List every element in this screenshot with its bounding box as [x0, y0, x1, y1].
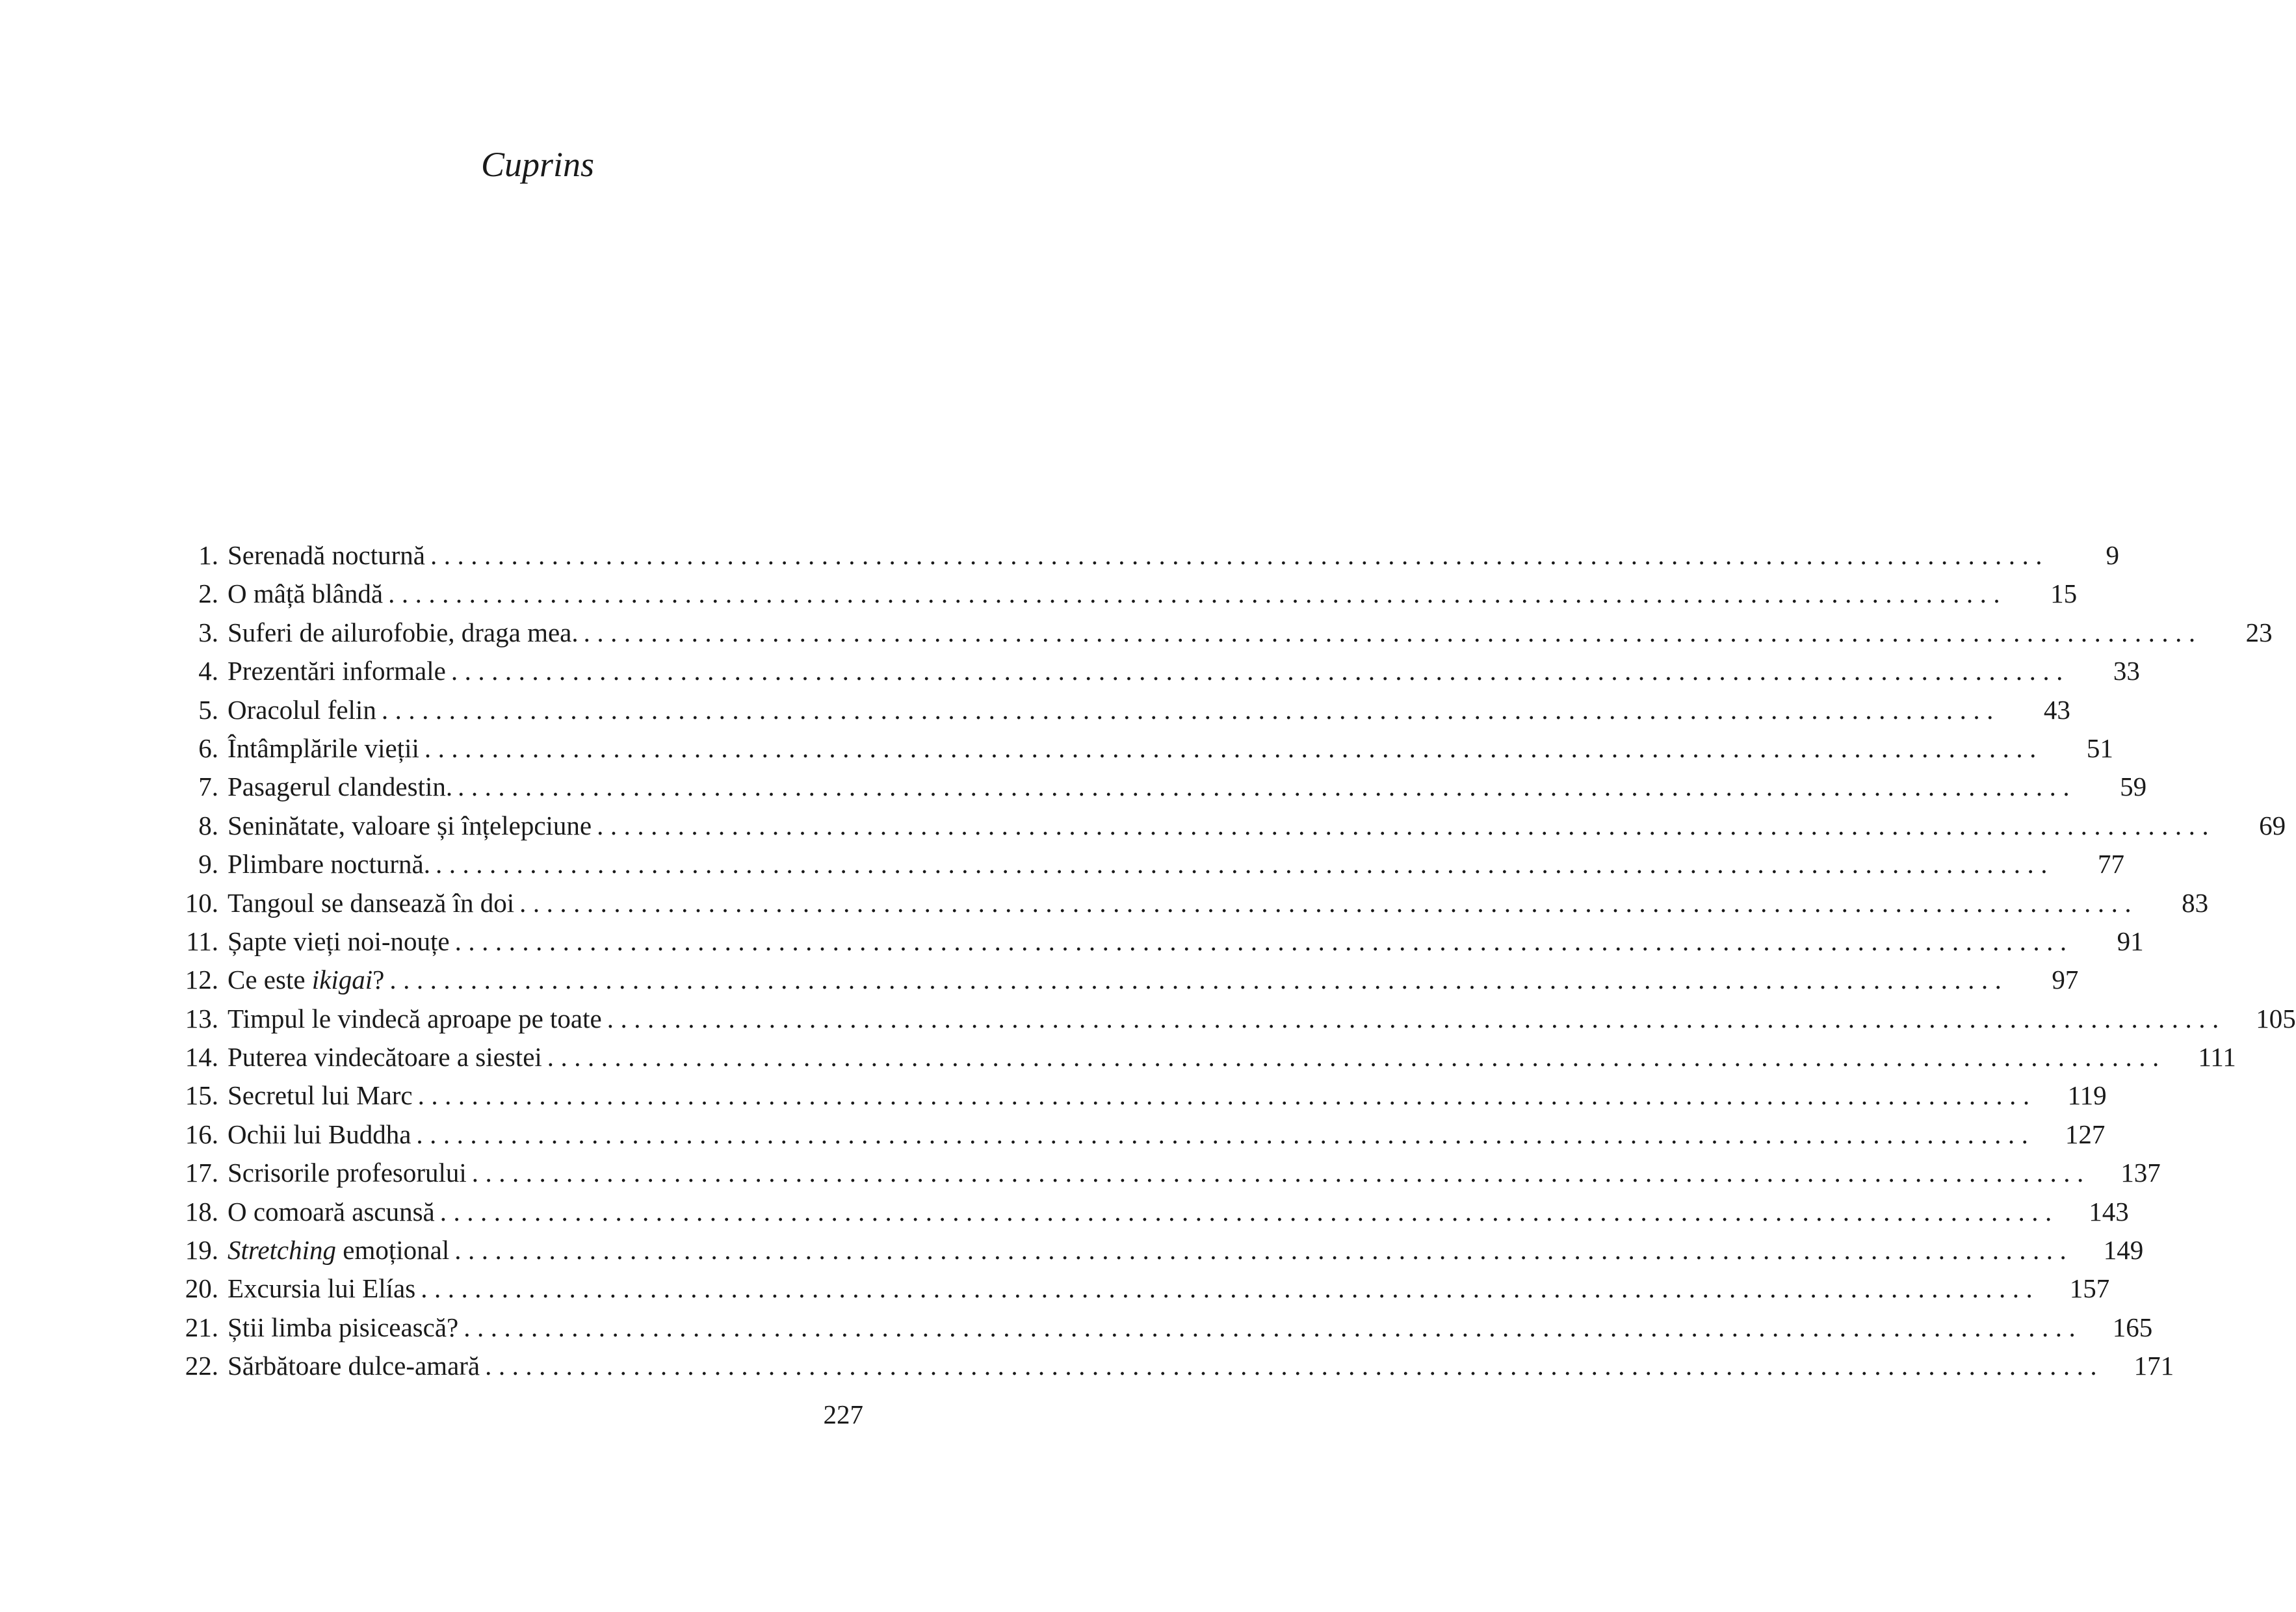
- chapter-title-text: O comoară ascunsă: [228, 1196, 435, 1227]
- toc-entry[interactable]: [176, 1347, 2174, 1385]
- dot-leader: ........................................................................................................................: [547, 1042, 2166, 1072]
- dot-leader: ........................................................................................................................: [450, 656, 2070, 686]
- chapter-title: [228, 1308, 458, 1347]
- chapter-title-text: Șapte vieți noi-nouțe: [228, 926, 450, 956]
- chapter-title-text: Pasagerul clandestin.: [228, 772, 453, 802]
- toc-entry[interactable]: [176, 807, 2286, 845]
- dot-leader: ........................................................................................................................: [454, 926, 2074, 956]
- chapter-title-text: O mâță blândă: [228, 578, 384, 609]
- dot-leader: ........................................................................................................................: [458, 772, 2077, 802]
- dot-leader: ........................................................................................................................: [583, 617, 2202, 647]
- toc-entry[interactable]: [176, 1000, 2296, 1038]
- chapter-page: 127: [2065, 1119, 2106, 1149]
- chapter-number: 22.: [185, 1351, 218, 1381]
- toc-entry[interactable]: [176, 691, 2070, 729]
- chapter-page: 33: [2113, 656, 2140, 686]
- dot-leader: ........................................................................................................................: [388, 578, 2007, 609]
- chapter-title: [228, 1347, 480, 1385]
- dot-leader: ........................................................................................................................: [424, 733, 2043, 763]
- chapter-page: 9: [2106, 540, 2119, 570]
- chapter-number: 13.: [185, 1003, 218, 1034]
- toc-entry[interactable]: [176, 1193, 2129, 1231]
- dot-leader: ........................................................................................................................: [471, 1158, 2091, 1188]
- chapter-page: 23: [2245, 617, 2273, 647]
- chapter-page: 119: [2067, 1080, 2107, 1111]
- chapter-title-text: Prezentări informale: [228, 656, 446, 686]
- chapter-number: 21.: [185, 1312, 218, 1342]
- dot-leader: ........................................................................................................................: [430, 540, 2049, 570]
- chapter-title-text: Întâmplările vieții: [228, 733, 419, 763]
- chapter-title: [228, 1038, 542, 1076]
- chapter-title-text: Ochii lui Buddha: [228, 1119, 411, 1149]
- chapter-number: 16.: [185, 1119, 218, 1149]
- chapter-number: 8.: [198, 810, 218, 840]
- chapter-title: [228, 807, 592, 845]
- chapter-page: 43: [2043, 694, 2070, 725]
- chapter-number: 17.: [185, 1158, 218, 1188]
- toc-entry[interactable]: [176, 884, 2209, 922]
- toc-entry[interactable]: [176, 536, 2119, 575]
- toc-entry[interactable]: [176, 1269, 2110, 1308]
- chapter-page: 171: [2133, 1351, 2174, 1381]
- chapter-title-text: Tangoul se dansează în doi: [228, 887, 515, 918]
- chapter-title: [228, 652, 446, 690]
- chapter-number: 5.: [198, 694, 218, 725]
- chapter-number: 12.: [185, 965, 218, 995]
- chapter-title: [228, 614, 579, 652]
- chapter-title-text: Scrisorile profesorului: [228, 1158, 467, 1188]
- chapter-page: 97: [2052, 965, 2079, 995]
- chapter-page: 111: [2198, 1042, 2236, 1072]
- chapter-title-text: ?: [372, 965, 385, 995]
- toc-entry[interactable]: [176, 1115, 2106, 1154]
- chapter-title-text: Ce este: [228, 965, 312, 995]
- chapter-title: [228, 768, 452, 806]
- chapter-title: [228, 729, 419, 768]
- chapter-title: [228, 1076, 413, 1115]
- dot-leader: ........................................................................................................................: [597, 810, 2216, 840]
- chapter-title-text: Puterea vindecătoare a siestei: [228, 1042, 542, 1072]
- page-title: Cuprins: [480, 145, 595, 184]
- chapter-number: 7.: [198, 772, 218, 802]
- chapter-number: 3.: [198, 617, 218, 647]
- chapter-title: [228, 575, 383, 613]
- chapter-page: 83: [2182, 887, 2209, 918]
- chapter-page: 105: [2256, 1003, 2296, 1034]
- toc-entry[interactable]: [176, 1076, 2107, 1115]
- chapter-title-text: Timpul le vindecă aproape pe toate: [228, 1003, 602, 1034]
- chapter-title: [228, 1269, 415, 1308]
- chapter-title-italic: ikigai: [311, 965, 373, 995]
- chapter-title-text: Excursia lui Elías: [228, 1273, 416, 1304]
- toc-entry[interactable]: [176, 575, 2078, 613]
- chapter-title: [228, 884, 514, 922]
- dot-leader: ........................................................................................................................: [607, 1003, 2226, 1034]
- chapter-title: [228, 1000, 602, 1038]
- page-number: 227: [823, 1399, 863, 1429]
- dot-leader: ........................................................................................................................: [389, 965, 2009, 995]
- toc-entry[interactable]: [176, 1231, 2144, 1269]
- chapter-title: [228, 1231, 449, 1269]
- chapter-page: 15: [2050, 578, 2078, 609]
- toc-entry[interactable]: [176, 614, 2273, 652]
- chapter-title-text: Serenadă nocturnă: [228, 540, 425, 570]
- toc-entry[interactable]: [176, 1154, 2161, 1192]
- toc-entry[interactable]: [176, 961, 2079, 999]
- toc-entry[interactable]: [176, 729, 2113, 768]
- chapter-title-text: emoțional: [336, 1235, 450, 1266]
- chapter-page: 59: [2120, 772, 2147, 802]
- dot-leader: ........................................................................................................................: [519, 887, 2139, 918]
- chapter-number: 2.: [198, 578, 218, 609]
- dot-leader: ........................................................................................................................: [435, 849, 2054, 879]
- chapter-title-text: Oracolul felin: [228, 694, 376, 725]
- chapter-title-italic: Stretching: [228, 1235, 337, 1266]
- chapter-page: 143: [2089, 1196, 2129, 1227]
- chapter-title-text: Plimbare nocturnă.: [228, 849, 430, 879]
- chapter-page: 69: [2259, 810, 2286, 840]
- chapter-number: 4.: [198, 656, 218, 686]
- table-of-contents: [176, 536, 2296, 1386]
- toc-entry[interactable]: [176, 1308, 2153, 1347]
- chapter-number: 9.: [198, 849, 218, 879]
- toc-entry[interactable]: [176, 768, 2147, 806]
- chapter-title: [228, 845, 430, 883]
- chapter-page: 157: [2069, 1273, 2110, 1304]
- dot-leader: ........................................................................................................................: [463, 1312, 2083, 1342]
- dot-leader: ........................................................................................................................: [417, 1080, 2037, 1111]
- chapter-page: 165: [2112, 1312, 2153, 1342]
- chapter-title: [228, 961, 384, 999]
- toc-entry[interactable]: [176, 1038, 2236, 1076]
- chapter-number: 20.: [185, 1273, 218, 1304]
- chapter-page: 149: [2103, 1235, 2144, 1266]
- toc-entry[interactable]: [176, 845, 2124, 883]
- dot-leader: ........................................................................................................................: [416, 1119, 2035, 1149]
- dot-leader: ........................................................................................................................: [381, 694, 2000, 725]
- chapter-page: 77: [2097, 849, 2124, 879]
- chapter-title: [228, 536, 425, 575]
- dot-leader: ........................................................................................................................: [439, 1196, 2059, 1227]
- chapter-number: 10.: [185, 887, 218, 918]
- chapter-number: 15.: [185, 1080, 218, 1111]
- chapter-number: 14.: [185, 1042, 218, 1072]
- toc-entry[interactable]: [176, 652, 2140, 690]
- chapter-number: 1.: [198, 540, 218, 570]
- toc-entry[interactable]: [176, 922, 2144, 961]
- chapter-page: 51: [2086, 733, 2113, 763]
- chapter-title-text: Secretul lui Marc: [228, 1080, 413, 1111]
- dot-leader: ........................................................................................................................: [454, 1235, 2074, 1266]
- chapter-number: 19.: [185, 1235, 218, 1266]
- chapter-title-text: Seninătate, valoare și înțelepciune: [228, 810, 592, 840]
- chapter-number: 11.: [186, 926, 218, 956]
- chapter-page: 137: [2120, 1158, 2161, 1188]
- chapter-title-text: Știi limba pisicească?: [228, 1312, 459, 1342]
- chapter-title-text: Sărbătoare dulce-amară: [228, 1351, 480, 1381]
- chapter-title: [228, 1193, 435, 1231]
- chapter-title: [228, 1154, 467, 1192]
- chapter-title: [228, 1115, 411, 1154]
- chapter-title: [228, 922, 450, 961]
- dot-leader: ........................................................................................................................: [421, 1273, 2040, 1304]
- chapter-number: 18.: [185, 1196, 218, 1227]
- chapter-title: [228, 691, 376, 729]
- chapter-number: 6.: [198, 733, 218, 763]
- dot-leader: ........................................................................................................................: [485, 1351, 2104, 1381]
- chapter-page: 91: [2117, 926, 2144, 956]
- chapter-title-text: Suferi de ailurofobie, draga mea.: [228, 617, 579, 647]
